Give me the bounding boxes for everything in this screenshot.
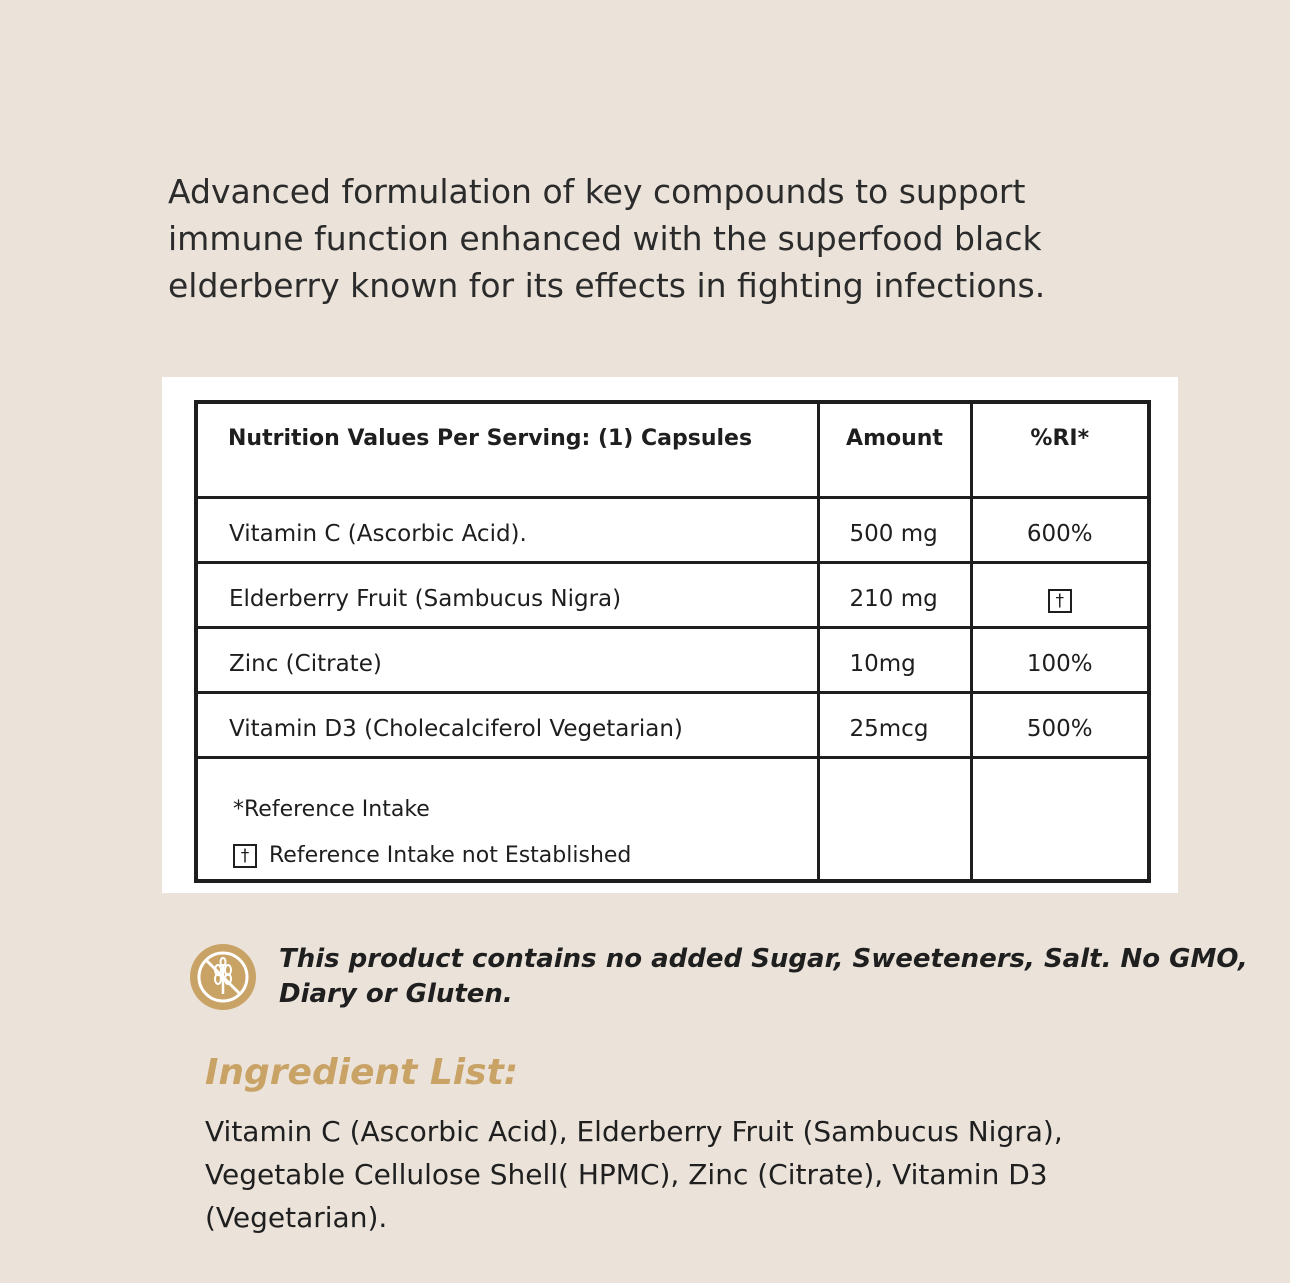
table-row (196, 563, 1149, 628)
dagger-icon: † (233, 844, 257, 868)
ingredient-list-body: Vitamin C (Ascorbic Acid), Elderberry Fruit (Sambucus Nigra), Vegetable Cellulose Shell( HPMC), Zinc (Citrate), Vitamin D3 (Vegetarian). (205, 1115, 1063, 1234)
nutrient-name: Vitamin C (Ascorbic Acid). (196, 498, 818, 563)
nutrient-amount: 10mg (818, 628, 971, 693)
nutrient-amount: 500 mg (818, 498, 971, 563)
footnote-not-established (233, 833, 817, 879)
gluten-free-icon (190, 944, 256, 1010)
nutrient-amount: 210 mg (818, 563, 971, 628)
nutrition-table-card (162, 377, 1178, 893)
dagger-icon: † (1048, 589, 1072, 613)
footnotes-cell (196, 758, 818, 882)
header-amount: Amount (818, 402, 971, 498)
notice-text (279, 942, 1290, 1012)
empty-cell (971, 758, 1149, 882)
empty-cell (818, 758, 971, 882)
ingredient-list-title: Ingredient List: (205, 1052, 519, 1093)
nutrient-amount: 25mcg (818, 693, 971, 758)
intro-paragraph: Advanced formulation of key compounds to support immune function enhanced with the superfood black elderberry known for its effects in fighting infections. (168, 172, 1046, 305)
header-nutrition-values: Nutrition Values Per Serving: (1) Capsules (196, 402, 818, 498)
header-ri: %RI* (971, 402, 1149, 498)
nutrient-ri: 600% (971, 498, 1149, 563)
nutrient-ri: 100% (971, 628, 1149, 693)
footnote-reference-intake: *Reference Intake (233, 797, 430, 822)
table-footer-row (196, 758, 1149, 882)
nutrition-table (194, 400, 1151, 883)
nutrient-name: Vitamin D3 (Cholecalciferol Vegetarian) (196, 693, 818, 758)
table-row (196, 628, 1149, 693)
nutrient-name: Zinc (Citrate) (196, 628, 818, 693)
table-row (196, 498, 1149, 563)
nutrient-ri: 500% (971, 693, 1149, 758)
nutrient-ri (971, 563, 1149, 628)
table-row (196, 693, 1149, 758)
table-header-row (196, 402, 1149, 498)
footnote-not-established-label: Reference Intake not Established (269, 843, 632, 868)
notice-text-content: This product contains no added Sugar, Sweeteners, Salt. No GMO, Diary or Gluten. (279, 944, 1248, 1009)
nutrient-name: Elderberry Fruit (Sambucus Nigra) (196, 563, 818, 628)
dietary-notice (190, 942, 1290, 1012)
